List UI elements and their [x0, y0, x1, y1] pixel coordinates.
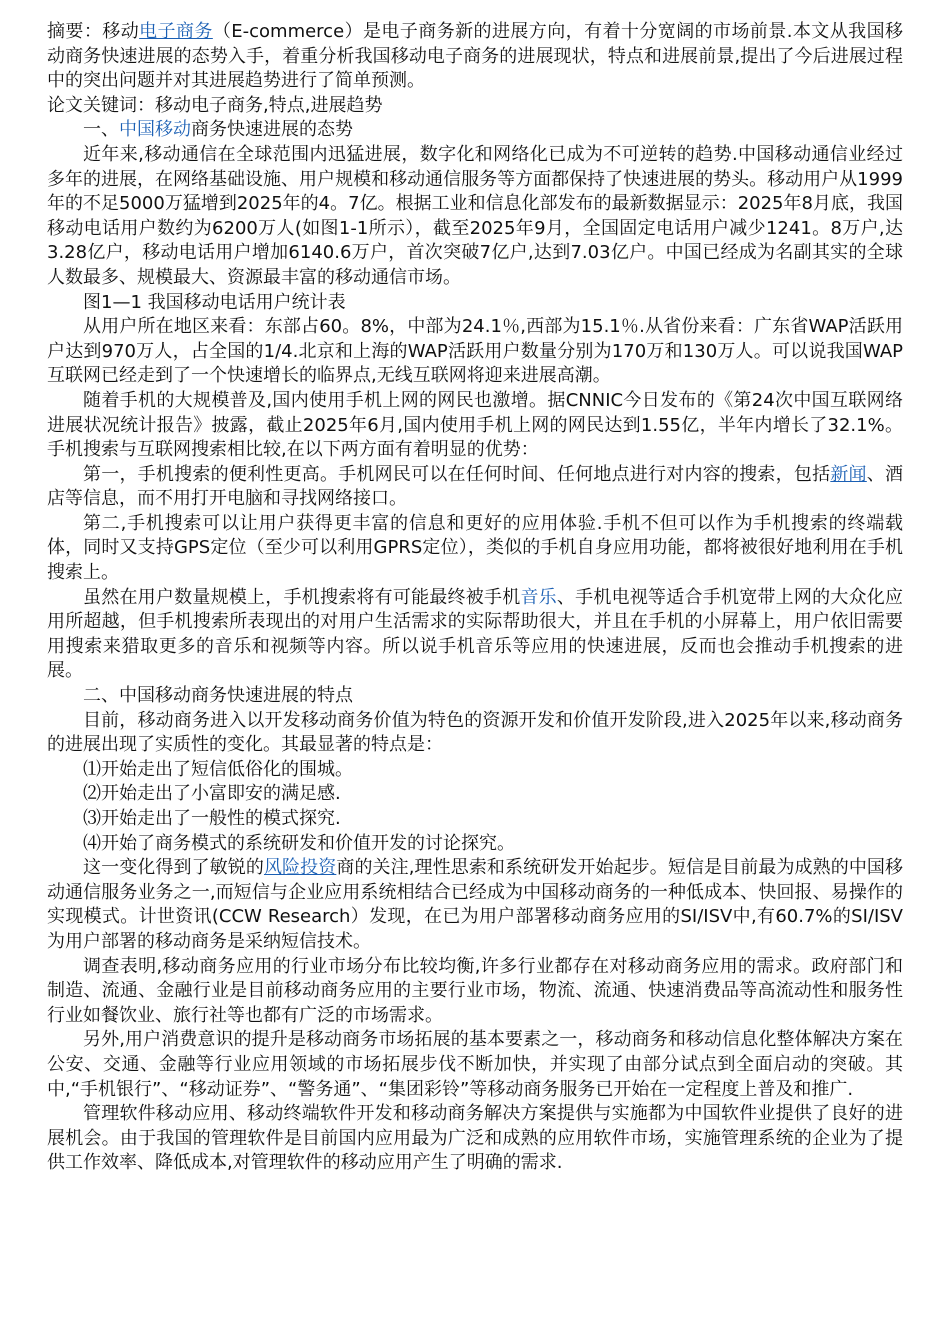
- link-china-mobile[interactable]: 中国移动: [119, 119, 191, 141]
- list-item: ⑵开始走出了小富即安的满足感.: [83, 783, 341, 805]
- link-news[interactable]: 新闻: [830, 463, 867, 485]
- paragraph-mobile-music: [47, 586, 903, 684]
- abstract-text-rest: （E-commerce）是电子商务新的进展方向，有着十分宽阔的市场前景.本文从我国移动商务快速进展的态势入手，着重分析我国移动电子商务的进展现状，特点和进展前景,提出了今后进展过程中的突出问题并对其进展趋势进行了简单预测。: [47, 21, 904, 92]
- section-1-title-rest: 商务快速进展的态势: [191, 119, 353, 141]
- keywords-line: 论文关键词：移动电子商务,特点,进展趋势: [47, 94, 383, 116]
- paragraph-industry-market: 调查表明,移动商务应用的行业市场分布比较均衡,许多行业都存在对移动商务应用的需求。政府部门和制造、流通、金融行业是目前移动商务应用的主要行业市场，物流、流通、快速消费品等高流动性和服务性行业如餐饮业、旅行社等也都有广泛的市场需求。: [47, 955, 903, 1026]
- section-1-number: 一、: [83, 119, 119, 141]
- abstract-paragraph: [47, 20, 903, 94]
- venture-text-rest: 商的关注,理性思索和系统研发开始起步。短信是目前最为成熟的中国移动通信服务业务之一,而短信与企业应用系统相结合已经成为中国移动商务的一种低成本、快回报、易操作的实现模式。计世资讯(CCW Research）发现，在已为用户部署移动商务应用的SI/ISV中,有60.7%的SI/ISV为用户部署的移动商务是采纳短信技术。: [47, 857, 904, 952]
- abstract-text-start: 摘要：移动: [47, 21, 140, 42]
- section-heading-1: [47, 118, 903, 143]
- link-music[interactable]: 音乐: [520, 586, 557, 608]
- paragraph-second-advantage: 第二,手机搜索可以让用户获得更丰富的信息和更好的应用体验.手机不但可以作为手机搜索的终端载体，同时又支持GPS定位（至少可以利用GPRS定位），类似的手机自身应用功能，都将被很好地利用在手机搜索上。: [47, 512, 903, 584]
- paragraph-mobile-internet: 随着手机的大规模普及,国内使用手机上网的网民也激增。据CNNIC今日发布的《第24次中国互联网络进展状况统计报告》披露，截止2025年6月,国内使用手机上网的网民达到1.55亿，半年内增长了32.1%。手机搜索与互联网搜索相比较,在以下两方面有着明显的优势：: [47, 389, 903, 461]
- paragraph-mobile-growth: 近年来,移动通信在全球范围内迅猛进展，数字化和网络化已成为不可逆转的趋势.中国移动通信业经过多年的进展，在网络基础设施、用户规模和移动通信服务等方面都保持了快速进展的势头。移动用户从1999年的不足5000万猛增到2025年的4。7亿。根据工业和信息化部发布的最新数据显示：2025年8月底，我国移动电话用户数约为6200万人(如图1-1所示），截至2025年9月，全国固定电话用户减少1241。8万户,达3.28亿户，移动电话用户增加6140.6万户，首次突破7亿户,达到7.03亿户。中国已经成为名副其实的全球人数最多、规模最大、资源最丰富的移动通信市场。: [47, 143, 903, 288]
- first-advantage-text: 第一，手机搜索的便利性更高。手机网民可以在任何时间、任何地点进行对内容的搜索，包括: [83, 463, 831, 485]
- paragraph-first-advantage: [47, 463, 903, 512]
- list-item: ⑶开始走出了一般性的模式探究.: [83, 808, 341, 829]
- venture-text: 这一变化得到了敏锐的: [83, 857, 264, 879]
- list-item: ⑷开始了商务模式的系统研发和价值开发的讨论探究。: [83, 832, 515, 854]
- link-venture-capital[interactable]: 风险投资: [263, 857, 337, 879]
- link-ecommerce[interactable]: 电子商务: [139, 21, 213, 42]
- first-advantage-text-rest: 、酒店等信息，而不用打开电脑和寻找网络接口。: [47, 463, 904, 510]
- mobile-music-text: 虽然在用户数量规模上，手机搜索将有可能最终被手机: [83, 586, 521, 608]
- paragraph-current-stage: 目前，移动商务进入以开发移动商务价值为特色的资源开发和价值开发阶段,进入2025年以来,移动商务的进展出现了实质性的变化。其最显著的特点是：: [47, 709, 903, 756]
- paragraph-management-software: 管理软件移动应用、移动终端软件开发和移动商务解决方案提供与实施都为中国软件业提供了良好的进展机会。由于我国的管理软件是目前国内应用最为广泛和成熟的应用软件市场，实施管理系统的企业为了提供工作效率、降低成本,对管理软件的移动应用产生了明确的需求.: [47, 1103, 903, 1174]
- section-heading-2: 二、中国移动商务快速进展的特点: [83, 685, 353, 707]
- paragraph-regional-users: 从用户所在地区来看：东部占60。8%，中部为24.1％,西部为15.1％.从省份来看：广东省WAP活跃用户达到970万人，占全国的1/4.北京和上海的WAP活跃用户数量分别为170万和130万人。可以说我国WAP互联网已经走到了一个快速增长的临界点,无线互联网将迎来进展高潮。: [47, 316, 903, 387]
- figure-caption: 图1—1 我国移动电话用户统计表: [83, 291, 346, 313]
- paragraph-consumer-awareness: 另外,用户消费意识的提升是移动商务市场拓展的基本要素之一，移动商务和移动信息化整体解决方案在公安、交通、金融等行业应用领域的市场拓展步伐不断加快，并实现了由部分试点到全面启动的突破。其中,“手机银行”、“移动证券”、“警务通”、“集团彩铃”等移动商务服务已开始在一定程度上普及和推广.: [47, 1029, 903, 1100]
- paragraph-venture-capital: [47, 856, 903, 954]
- list-item: ⑴开始走出了短信低俗化的围城。: [83, 758, 353, 780]
- mobile-music-text-rest: 、手机电视等适合手机宽带上网的大众化应用所超越，但手机搜索所表现出的对用户生活需求的实际帮助很大，并且在手机的小屏幕上，用户依旧需要用搜索来猎取更多的音乐和视频等内容。所以说手机音乐等应用的快速进展，反而也会推动手机搜索的进展。: [47, 586, 904, 682]
